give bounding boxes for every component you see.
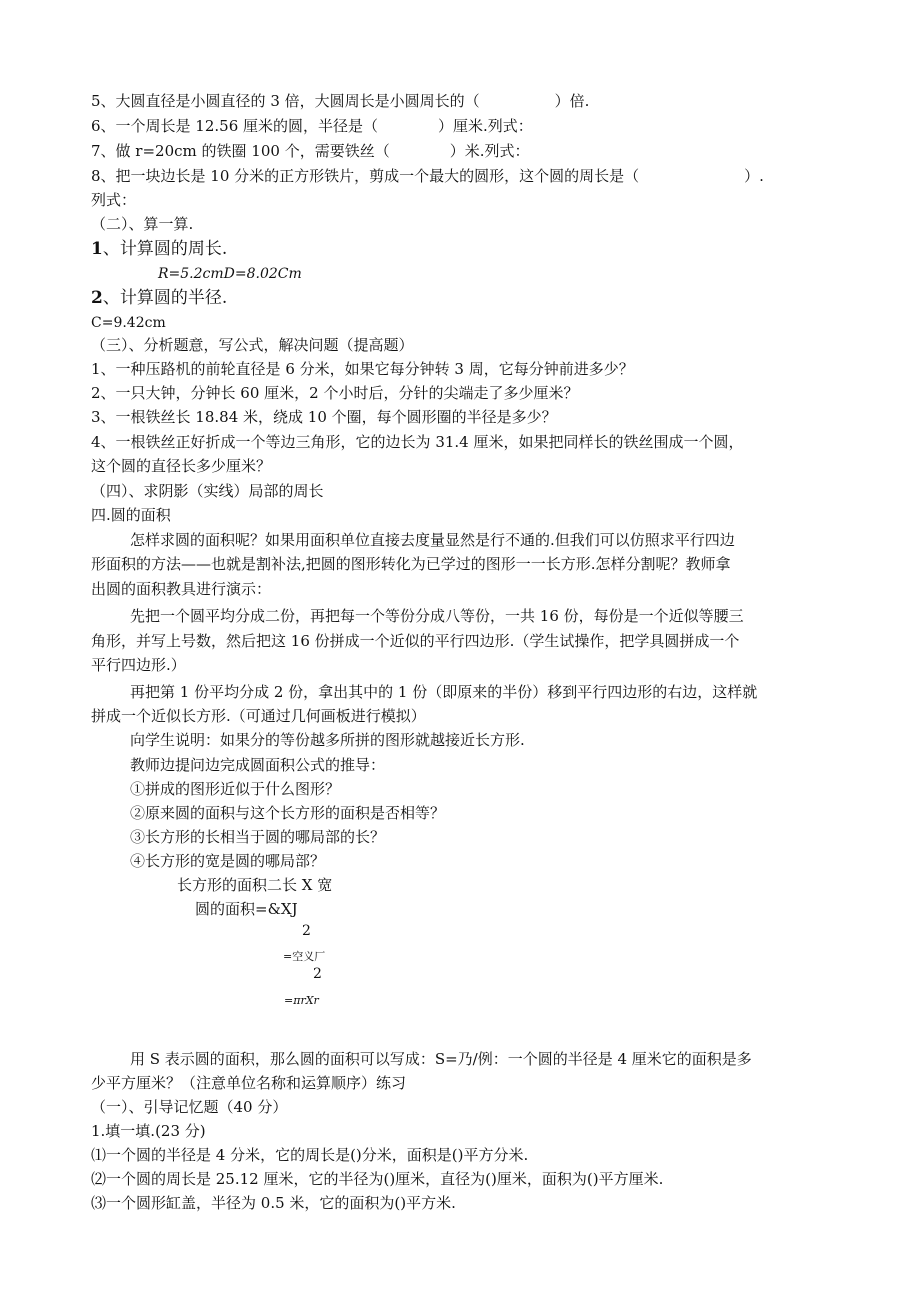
section-heading-2: （二）、算一算.: [91, 215, 194, 233]
problem-2: 2、一只大钟，分钟长 60 厘米，2 个小时后，分针的尖端走了多少厘米？: [91, 384, 579, 402]
problem-4-continued: 这个圆的直径长多少厘米？: [91, 457, 272, 475]
given-values: R=5.2cmD=8.02Cm: [158, 266, 302, 282]
question-8: 8、把一块边长是 10 分米的正方形铁片，剪成一个最大的圆形，这个圆的周长是（ ）.: [91, 167, 764, 185]
section-heading-4: （四）、求阴影（实线）局部的周长: [91, 482, 324, 500]
exercise-item-1: ⑴一个圆的半径是 4 分米，它的周长是()分米，面积是()平方分米.: [91, 1146, 529, 1164]
formula-prompt: 列式：: [91, 191, 137, 209]
paragraph-line: 形面积的方法——也就是割补法,把圆的图形转化为已学过的图形一一长方形.怎样分割呢？教师拿: [91, 555, 731, 573]
derivation-step-1: 长方形的面积二长 X 宽: [177, 876, 333, 894]
guided-question-1: ①拼成的图形近似于什么图形？: [130, 780, 341, 798]
paragraph-line: 先把一个圆平均分成二份，再把每一个等份分成八等份，一共 16 份，每份是一个近似等腰三: [130, 607, 744, 625]
chapter-heading: 四.圆的面积: [91, 506, 171, 524]
paragraph-line: 少平方厘米？（注意单位名称和运算顺序）练习: [91, 1074, 407, 1092]
exercise-item-2: ⑵一个圆的周长是 25.12 厘米，它的半径为()厘米，直径为()厘米，面积为()平方厘米.: [91, 1170, 664, 1188]
task-circumference: [91, 238, 227, 260]
task-text: 、计算圆的周长.: [102, 239, 228, 259]
question-5: 5、大圆直径是小圆直径的 3 倍，大圆周长是小圆周长的（ ）倍.: [91, 92, 590, 110]
fraction-denominator: 2: [313, 966, 322, 982]
guided-question-3: ③长方形的长相当于圆的哪局部的长？: [130, 828, 386, 846]
given-circumference: C=9.42cm: [91, 315, 166, 331]
derivation-step-3: =空义厂: [283, 950, 326, 963]
paragraph-line: 角形，并写上号数，然后把这 16 份拼成一个近似的平行四边形.（学生试操作，把学具圆拼成一个: [91, 632, 740, 650]
exercise-item-3: ⑶一个圆形缸盖，半径为 0.5 米，它的面积为()平方米.: [91, 1194, 456, 1212]
exercise-section-heading: （一）、引导记忆题（40 分）: [91, 1098, 288, 1116]
task-number: 1: [91, 239, 103, 259]
question-6: 6、一个周长是 12.56 厘米的圆，半径是（ ）厘米.列式：: [91, 117, 533, 135]
paragraph-line: 拼成一个近似长方形.（可通过几何画板进行模拟）: [91, 707, 426, 725]
fraction-denominator: 2: [302, 923, 311, 939]
paragraph-line: 怎样求圆的面积呢？如果用面积单位直接去度量显然是行不通的.但我们可以仿照求平行四边: [130, 531, 735, 549]
question-7: 7、做 r=20cm 的铁圈 100 个，需要铁丝（ ）米.列式：: [91, 142, 530, 160]
paragraph-line: 向学生说明：如果分的等份越多所拼的图形就越接近长方形.: [130, 731, 525, 749]
problem-1: 1、一种压路机的前轮直径是 6 分米，如果它每分钟转 3 周，它每分钟前进多少？: [91, 360, 634, 378]
exercise-fill-in: 1.填一填.(23 分): [91, 1122, 206, 1140]
paragraph-line: 出圆的面积教具进行演示：: [91, 580, 272, 598]
guided-question-4: ④长方形的宽是圆的哪局部？: [130, 852, 326, 870]
derivation-step-4: =πrXr: [284, 994, 319, 1007]
derivation-step-2: 圆的面积=&XJ: [195, 900, 298, 918]
task-text: 、计算圆的半径.: [102, 288, 228, 308]
guided-question-2: ②原来圆的面积与这个长方形的面积是否相等？: [130, 804, 446, 822]
task-number: 2: [91, 288, 103, 308]
paragraph-line: 平行四边形.）: [91, 656, 186, 674]
problem-4: 4、一根铁丝正好折成一个等边三角形，它的边长为 31.4 厘米，如果把同样长的铁丝围成一个圆，: [91, 433, 744, 451]
paragraph-line: 用 S 表示圆的面积，那么圆的面积可以写成：S=乃/例：一个圆的半径是 4 厘米它的面积是多: [130, 1050, 752, 1068]
section-heading-3: （三）、分析题意，写公式，解决问题（提高题）: [91, 336, 414, 354]
problem-3: 3、一根铁丝长 18.84 米，绕成 10 个圈，每个圆形圈的半径是多少？: [91, 408, 557, 426]
paragraph-line: 再把第 1 份平均分成 2 份，拿出其中的 1 份（即原来的半份）移到平行四边形的右边，这样就: [130, 683, 758, 701]
paragraph-line: 教师边提问边完成圆面积公式的推导：: [130, 756, 386, 774]
task-radius: [91, 287, 227, 309]
